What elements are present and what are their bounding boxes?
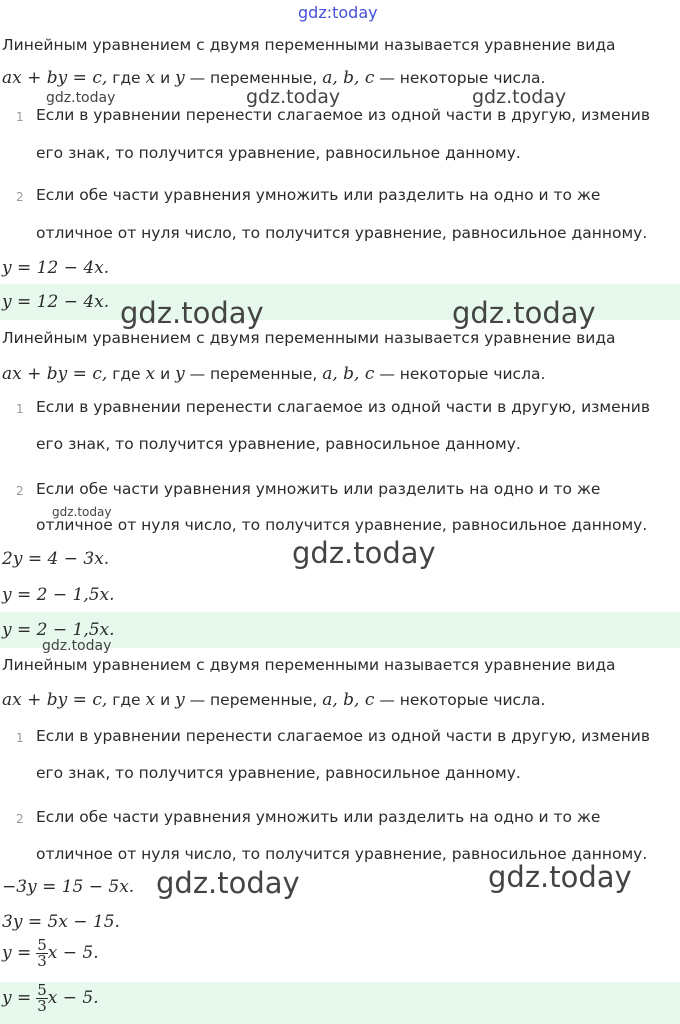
definition-text: Линейным уравнением с двумя переменными называется уравнение вида [2, 36, 616, 54]
equation: −3y = 15 − 5x. [2, 877, 135, 897]
watermark: gdz.today [42, 638, 112, 654]
watermark: gdz:today [298, 3, 378, 22]
rule-number: 1 [16, 110, 24, 124]
rule-text: Если в уравнении перенести слагаемое из одной части в другую, изменив [36, 106, 650, 124]
watermark: gdz.today [52, 505, 112, 519]
fraction: $\frac{5}{3}$ [37, 936, 47, 970]
watermark: gdz.today [452, 296, 596, 330]
watermark: gdz.today [120, 296, 264, 330]
rule-text: Если обе части уравнения умножить или разделить на одно и то же [36, 808, 601, 826]
equation: y = 2 − 1,5x. [2, 585, 115, 605]
rule-text: отличное от нуля число, то получится уравнение, равносильное данному. [36, 845, 648, 863]
equation: 2y = 4 − 3x. [2, 549, 110, 569]
rule-text: Если обе части уравнения умножить или разделить на одно и то же [36, 186, 601, 204]
rule-text: Если в уравнении перенести слагаемое из одной части в другую, изменив [36, 727, 650, 745]
rule-number: 2 [16, 484, 24, 498]
watermark: gdz.today [292, 536, 436, 570]
rule-number: 1 [16, 731, 24, 745]
equation: y = 12 − 4x. [2, 258, 110, 278]
definition-text: Линейным уравнением с двумя переменными называется уравнение вида [2, 656, 616, 674]
rule-text: его знак, то получится уравнение, равносильное данному. [36, 764, 521, 782]
rule-text: его знак, то получится уравнение, равносильное данному. [36, 435, 521, 453]
answer-equation: y = 2 − 1,5x. [2, 620, 115, 640]
answer-equation: y = $\frac{5}{3}$ x − 5. [2, 981, 99, 1015]
formula: ax + by = c, [2, 68, 108, 88]
definition-formula-line: ax + by = c, где x и y — переменные, a, b, c — некоторые числа. [2, 690, 546, 710]
rule-text: Если в уравнении перенести слагаемое из одной части в другую, изменив [36, 398, 650, 416]
definition-text: Линейным уравнением с двумя переменными называется уравнение вида [2, 329, 616, 347]
rule-number: 2 [16, 190, 24, 204]
watermark: gdz.today [488, 860, 632, 894]
rule-text: отличное от нуля число, то получится уравнение, равносильное данному. [36, 224, 648, 242]
answer-equation: y = 12 − 4x. [2, 292, 110, 312]
formula: ax + by = c, [2, 364, 108, 384]
equation-fraction: y = $\frac{5}{3}$ x − 5. [2, 936, 99, 970]
definition-formula-line: ax + by = c, где x и y — переменные, a, b, c — некоторые числа. [2, 364, 546, 384]
watermark: gdz.today [46, 90, 116, 106]
formula: ax + by = c, [2, 690, 108, 710]
rule-text: отличное от нуля число, то получится уравнение, равносильное данному. [36, 516, 648, 534]
watermark: gdz.today [156, 866, 300, 900]
answer-highlight [0, 982, 680, 1024]
definition-formula-line: ax + by = c, где x и y — переменные, a, b, c — некоторые числа. [2, 68, 546, 88]
rule-text: Если обе части уравнения умножить или разделить на одно и то же [36, 480, 601, 498]
rule-number: 2 [16, 812, 24, 826]
equation: 3y = 5x − 15. [2, 912, 120, 932]
rule-text: его знак, то получится уравнение, равносильное данному. [36, 144, 521, 162]
fraction: $\frac{5}{3}$ [37, 981, 47, 1015]
watermark: gdz.today [472, 86, 567, 108]
watermark: gdz.today [246, 86, 341, 108]
rule-number: 1 [16, 402, 24, 416]
